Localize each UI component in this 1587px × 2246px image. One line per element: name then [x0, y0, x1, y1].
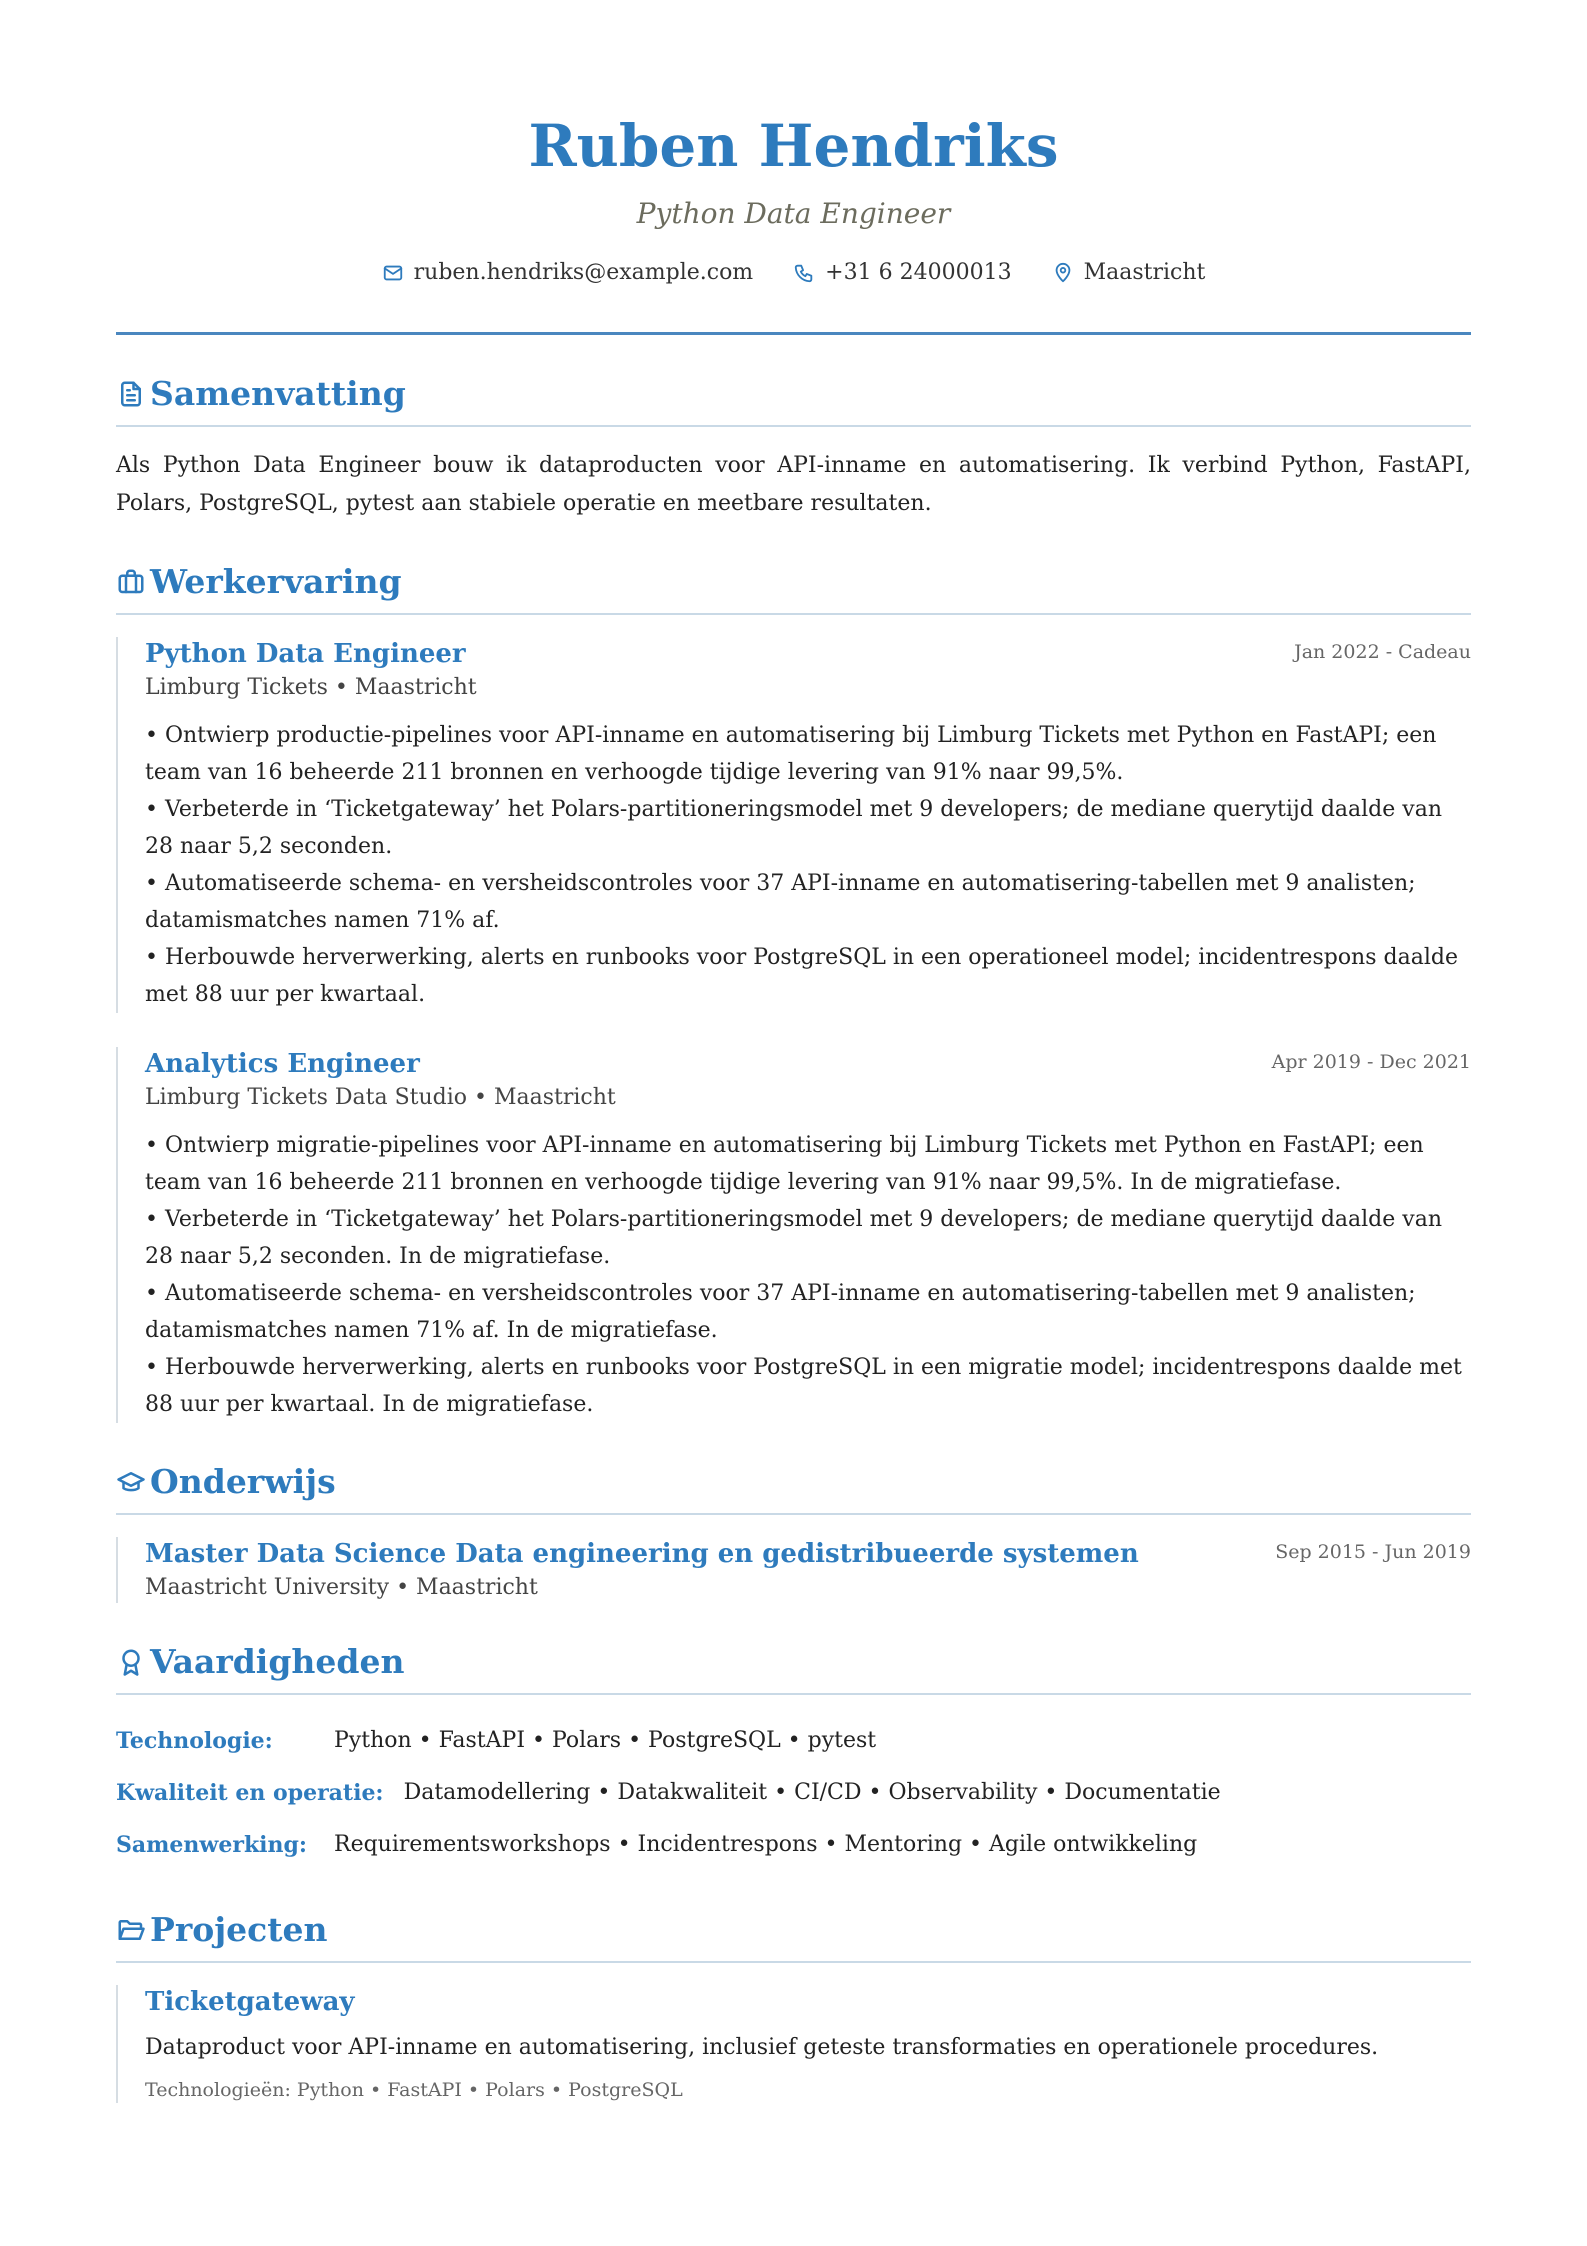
project-technologies: Technologieën: Python • FastAPI • Polars • PostgreSQL [145, 2079, 683, 2101]
experience-section [116, 561, 1471, 1423]
skills-section [116, 1641, 1471, 1871]
skill-row [116, 1767, 1471, 1819]
mail-icon [382, 262, 404, 284]
skills-list [116, 1715, 1471, 1871]
job-bullet: • Ontwierp productie-pipelines voor API-inname en automatisering bij Limburg Tickets met Python en FastAPI; een team van 16 beheerde 211 bronnen en verhoogde tijdige levering van 91% naar 99,5%. [145, 723, 1437, 785]
job-title: Python Data Engineer [145, 639, 466, 669]
phone-text: +31 6 24000013 [825, 260, 1012, 285]
document-icon [116, 379, 146, 409]
job-company: Limburg Tickets Data Studio • Maastricht [145, 1085, 616, 1110]
job-bullet: • Herbouwde herverwerking, alerts en runbooks voor PostgreSQL in een migratie model; incidentrespons daalde met 88 uur per kwartaal. In de migratiefase. [145, 1355, 1462, 1417]
education-heading [116, 1461, 1471, 1515]
experience-title: Werkervaring [150, 562, 402, 601]
contact-email[interactable] [382, 258, 754, 288]
summary-heading [116, 373, 1471, 427]
education-title: Onderwijs [150, 1462, 336, 1501]
award-icon [116, 1647, 146, 1677]
job-bullet: • Automatiseerde schema- en versheidscontroles voor 37 API-inname en automatisering-tabellen met 9 analisten; datamismatches namen 71% af. In de migratiefase. [145, 1281, 1416, 1343]
skill-value: Requirementsworkshops • Incidentrespons • Mentoring • Agile ontwikkeling [334, 1832, 1198, 1857]
skill-row [116, 1715, 1471, 1767]
job-bullet: • Herbouwde herverwerking, alerts en runbooks voor PostgreSQL in een operationeel model; incidentrespons daalde met 88 uur per kwartaal. [145, 945, 1458, 1007]
skill-label: Kwaliteit en operatie: [116, 1780, 384, 1806]
summary-section [116, 373, 1471, 523]
degree-title: Master Data Science Data engineering en gedistribueerde systemen [145, 1539, 1139, 1569]
skills-heading [116, 1641, 1471, 1695]
education-section [116, 1461, 1471, 1603]
job-dates: Jan 2022 - Cadeau [1294, 641, 1471, 663]
header-divider [116, 332, 1471, 335]
summary-title: Samenvatting [150, 374, 406, 413]
briefcase-icon [116, 567, 146, 597]
projects-title: Projecten [150, 1910, 328, 1949]
skill-value: Python • FastAPI • Polars • PostgreSQL • pytest [334, 1728, 877, 1753]
experience-heading [116, 561, 1471, 615]
skill-value: Datamodellering • Datakwaliteit • CI/CD • Observability • Documentatie [403, 1780, 1221, 1805]
summary-text: Als Python Data Engineer bouw ik dataproducten voor API-inname en automatisering. Ik verbind Python, FastAPI, Polars, PostgreSQL, pytest aan stabiele operatie en meetbare resultaten. [116, 453, 1471, 516]
education-entry [116, 1537, 1471, 1603]
project-description: Dataproduct voor API-inname en automatisering, inclusief geteste transformaties en operationele procedures. [145, 2035, 1379, 2060]
skill-label: Technologie: [116, 1728, 273, 1754]
project-entry [116, 1985, 1471, 2103]
job-bullet: • Verbeterde in ‘Ticketgateway’ het Polars-partitioneringsmodel met 9 developers; de mediane querytijd daalde van 28 naar 5,2 seconden. [145, 797, 1442, 859]
resume-header [116, 0, 1471, 335]
job-bullet: • Ontwierp migratie-pipelines voor API-inname en automatisering bij Limburg Tickets met Python en FastAPI; een team van 16 beheerde 211 bronnen en verhoogde tijdige levering van 91% naar 99,5%. In de migratiefase. [145, 1133, 1424, 1195]
job-company: Limburg Tickets • Maastricht [145, 675, 477, 700]
email-text: ruben.hendriks@example.com [413, 260, 754, 285]
map-pin-icon [1052, 262, 1074, 284]
skill-label: Samenwerking: [116, 1832, 308, 1858]
education-dates: Sep 2015 - Jun 2019 [1275, 1541, 1471, 1563]
job-bullet: • Verbeterde in ‘Ticketgateway’ het Polars-partitioneringsmodel met 9 developers; de mediane querytijd daalde van 28 naar 5,2 seconden. In de migratiefase. [145, 1207, 1442, 1269]
skills-title: Vaardigheden [150, 1642, 405, 1681]
graduation-cap-icon [116, 1467, 146, 1497]
folder-open-icon [116, 1915, 146, 1945]
job-bullet: • Automatiseerde schema- en versheidscontroles voor 37 API-inname en automatisering-tabellen met 9 analisten; datamismatches namen 71% af. [145, 871, 1416, 933]
experience-entry [116, 1047, 1471, 1423]
location-text: Maastricht [1083, 260, 1206, 285]
phone-icon [793, 262, 815, 284]
job-dates: Apr 2019 - Dec 2021 [1271, 1051, 1471, 1073]
contact-bar [116, 258, 1471, 288]
contact-phone[interactable] [793, 258, 1011, 288]
contact-location [1052, 258, 1206, 288]
job-bullets [145, 717, 1471, 1013]
project-name: Ticketgateway [145, 1987, 355, 2017]
job-bullets [145, 1127, 1471, 1423]
candidate-title: Python Data Engineer [636, 197, 951, 230]
education-institution: Maastricht University • Maastricht [145, 1575, 538, 1600]
job-title: Analytics Engineer [145, 1049, 420, 1079]
experience-entry [116, 637, 1471, 1013]
projects-heading [116, 1909, 1471, 1963]
projects-section [116, 1909, 1471, 2103]
skill-row [116, 1819, 1471, 1871]
candidate-name: Ruben Hendriks [528, 112, 1059, 180]
